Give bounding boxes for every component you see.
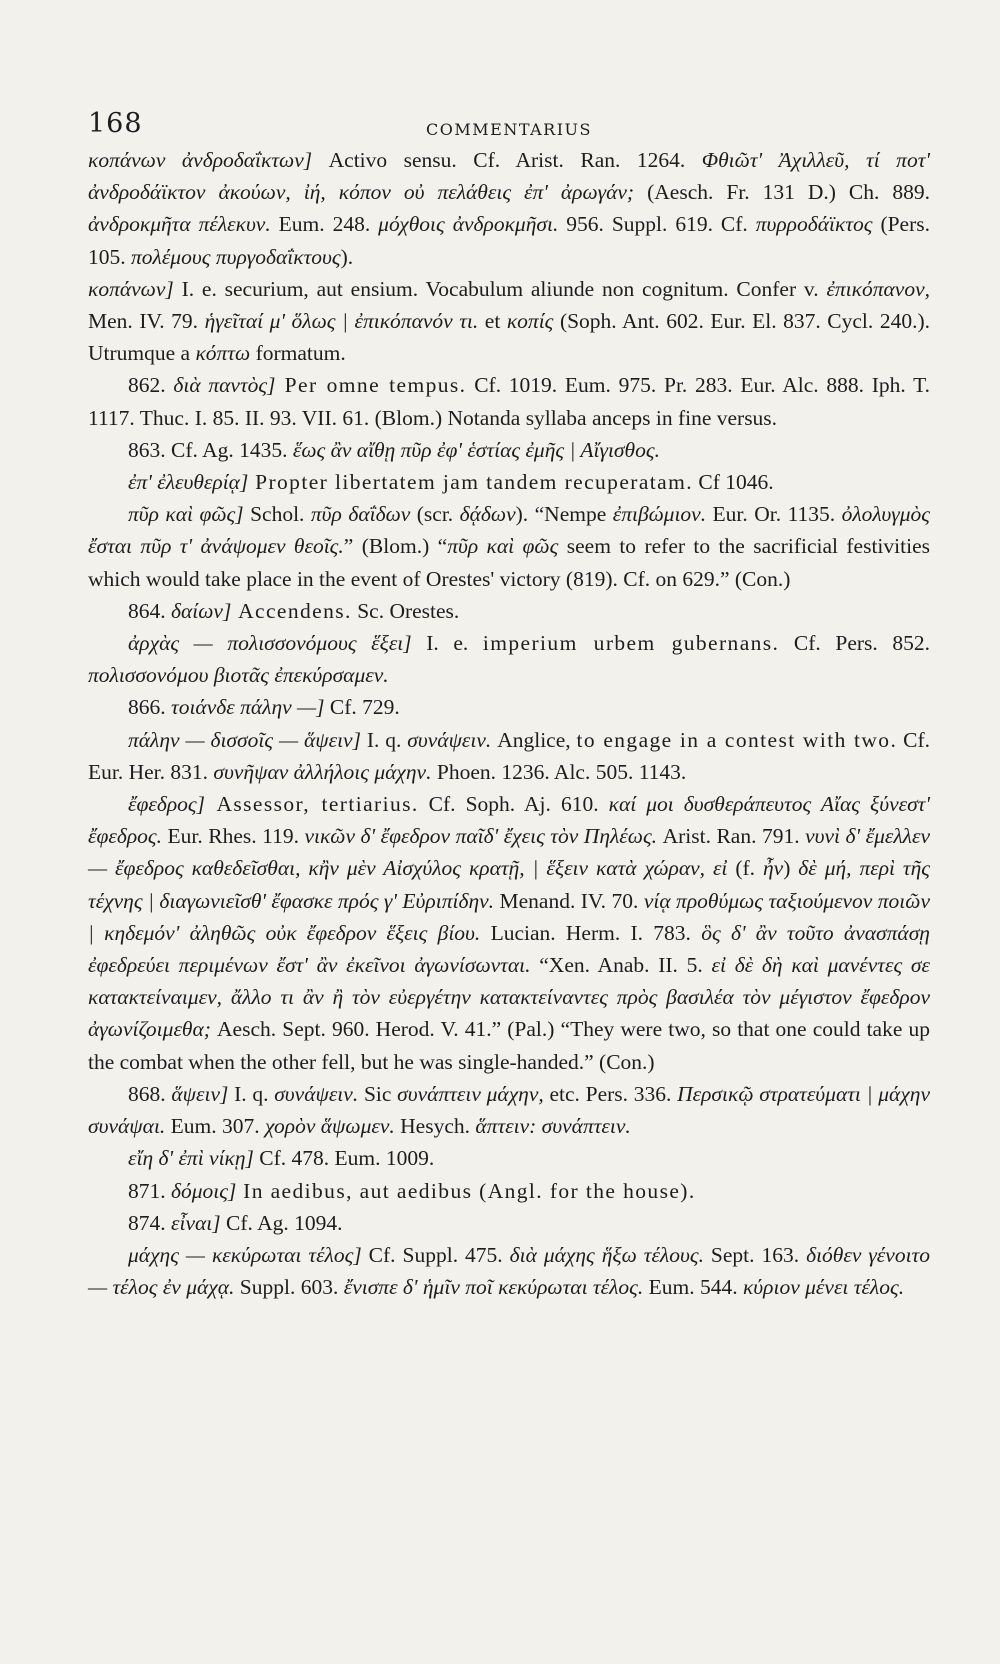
commentary-text: Anglice,	[491, 727, 577, 752]
commentary-text: )	[783, 856, 799, 881]
greek-quotation: ὀλολυγμὸς ἔσται πῦρ τ' ἀνάψομεν θεοῖς.	[88, 502, 930, 559]
commentary-text: 868.	[128, 1081, 172, 1106]
greek-quotation: ἅπτειν: συνάπτειν.	[475, 1114, 631, 1139]
commentary-text: Phoen. 1236. Alc. 505. 1143.	[431, 759, 687, 784]
greek-quotation: κόπτω	[195, 341, 251, 366]
commentary-text: 871.	[128, 1178, 171, 1203]
commentary-text: Eum. 544.	[643, 1275, 743, 1300]
greek-quotation: δὲ μή, περὶ τῆς τέχνης | διαγωνιεῖσθ' ἔφασκε πρός γ' Εὐριπίδην.	[88, 856, 931, 913]
greek-quotation: δᾴδων	[459, 502, 516, 527]
greek-quotation: εἴη δ' ἐπὶ νίκῃ]	[128, 1146, 254, 1171]
commentary-text: I. q.	[360, 727, 408, 752]
commentary-text: Cf. Soph. Aj. 610.	[418, 792, 609, 817]
commentary-text: Men. IV. 79.	[88, 309, 205, 334]
greek-quotation: ἐπιβώμιον.	[612, 502, 707, 527]
greek-quotation: πῦρ καὶ φῶς	[447, 534, 559, 559]
commentary-text: Accendens.	[231, 598, 352, 623]
commentary-text: I. e. securium, aut ensium. Vocabulum aliunde non cognitum. Confer v.	[173, 276, 827, 301]
page-number: 168	[88, 108, 143, 139]
commentary-paragraph	[88, 788, 930, 1078]
greek-quotation: μάχης — κεκύρωται τέλος]	[128, 1242, 362, 1267]
greek-quotation: τοιάνδε πάλην —]	[171, 695, 325, 720]
greek-quotation: κύριον μένει τέλος.	[742, 1275, 905, 1300]
commentary-paragraph	[88, 466, 930, 498]
greek-quotation: δαίων]	[171, 598, 232, 623]
commentary-paragraph	[88, 434, 930, 466]
commentary-text: Menand. IV. 70.	[494, 888, 644, 913]
commentary-text: 866.	[128, 695, 171, 720]
greek-quotation: μόχθοις ἀνδροκμῆσι.	[378, 212, 559, 237]
commentary-text: Cf. Ag. 1094.	[220, 1210, 343, 1235]
commentary-text: Lucian. Herm. I. 783.	[480, 920, 702, 945]
commentary-text: Cf. Pers. 852.	[779, 631, 931, 656]
commentary-text: imperium urbem gubernans.	[482, 631, 780, 656]
greek-quotation: δόμοις]	[171, 1178, 237, 1203]
greek-quotation: ἀρχὰς — πολισσονόμους ἕξει]	[128, 631, 412, 656]
greek-quotation: πολισσονόμου βιοτᾶς ἐπεκύρσαμεν.	[88, 663, 389, 688]
commentary-paragraph	[88, 691, 930, 723]
commentary-text: 863. Cf. Ag. 1435.	[128, 437, 293, 462]
commentary-text: ).	[340, 244, 354, 269]
commentary-text: Cf 1046.	[692, 470, 774, 495]
greek-quotation: νίᾳ προθύμως ταξιούμενον ποιῶν | κηδεμόν' ἀληθῶς οὐκ ἔφεδρον ἕξεις βίου.	[88, 888, 930, 945]
greek-quotation: ἀνδροκμῆτα πέλεκυν.	[88, 212, 271, 237]
commentary-paragraph	[88, 369, 930, 433]
commentary-text: to engage in a contest with two.	[576, 727, 898, 752]
commentary-text: Sc. Orestes.	[351, 598, 460, 623]
commentary-text: etc. Pers. 336.	[543, 1081, 678, 1106]
commentary-text: “Xen. Anab. II. 5.	[530, 953, 712, 978]
commentary-text: (f.	[727, 856, 763, 881]
commentary-text: In aedibus, aut aedibus (Angl. for the house).	[236, 1178, 696, 1203]
commentary-paragraph	[88, 1239, 930, 1303]
commentary-paragraph	[88, 273, 930, 370]
greek-quotation: ἐπ' ἐλευθερίᾳ]	[128, 470, 249, 495]
greek-quotation: ἕως ἂν αἴθῃ πῦρ ἐφ' ἑστίας ἐμῆς | Αἴγισθος.	[292, 437, 660, 462]
greek-quotation: εἰ δὲ δὴ καὶ μανέντες σε κατακτείναιμεν, ἄλλο τι ἂν ἢ τὸν εὐεργέτην κατακτείναντες πρὸς βασιλέα τὸν μέγιστον ἔφεδρον ἀγωνίζοιμεθα;	[88, 953, 930, 1042]
commentary-text: Hesych.	[394, 1114, 476, 1139]
greek-quotation: εἶναι]	[171, 1210, 221, 1235]
commentary-text: Activo sensu. Cf. Arist. Ran. 1264.	[312, 148, 702, 172]
greek-quotation: συνάπτειν μάχην,	[397, 1081, 544, 1106]
commentary-text: Per omne tempus.	[275, 373, 467, 398]
commentary-paragraph	[88, 498, 930, 595]
greek-quotation: νικῶν δ' ἔφεδρον παῖδ' ἔχεις τὸν Πηλέως.	[304, 824, 658, 849]
commentary-text: (Aesch. Fr. 131 D.) Ch. 889.	[634, 180, 930, 205]
commentary-text: Arist. Ran. 791.	[657, 824, 806, 849]
commentary-paragraph	[88, 627, 930, 691]
commentary-paragraph	[88, 144, 930, 273]
greek-quotation: πάλην — δισσοῖς — ἅψειν]	[128, 727, 361, 752]
commentary-text: Suppl. 603.	[234, 1275, 344, 1300]
commentary-text: (Soph. Ant. 602. Eur. El. 837. Cycl. 240.). Utrumque a	[88, 309, 930, 366]
greek-quotation: ἔφεδρος]	[128, 792, 205, 817]
page-header	[88, 108, 930, 148]
greek-quotation: κοπίς	[506, 309, 554, 334]
greek-quotation: πῦρ δαΐδων	[310, 502, 411, 527]
commentary-text: Schol.	[243, 502, 311, 527]
greek-quotation: διὰ παντὸς]	[173, 373, 276, 398]
greek-quotation: ἐπικόπανον,	[826, 276, 930, 301]
running-head: COMMENTARIUS	[426, 120, 592, 139]
commentary-text: Eum. 307.	[165, 1114, 266, 1139]
commentary-text: ” (Blom.) “	[343, 534, 448, 559]
commentary-text: Eur. Or. 1135.	[706, 502, 842, 527]
commentary-text: Propter libertatem jam tandem recuperatam.	[248, 470, 693, 495]
greek-quotation: συνῆψαν ἀλλήλοις μάχην.	[213, 759, 432, 784]
greek-quotation: ἔνισπε δ' ἡμῖν ποῖ κεκύρωται τέλος.	[343, 1275, 644, 1300]
greek-quotation: ἅψειν]	[171, 1081, 229, 1106]
commentary-paragraph	[88, 724, 930, 788]
greek-quotation: πυρροδάϊκτος	[755, 212, 873, 237]
commentary-body	[88, 144, 930, 1303]
commentary-text: I. e.	[411, 631, 483, 656]
commentary-text: Assessor, tertiarius.	[205, 792, 419, 817]
commentary-text: Cf. 478. Eum. 1009.	[253, 1146, 435, 1171]
greek-quotation: πολέμους πυργοδαΐκτους	[131, 244, 341, 269]
commentary-paragraph	[88, 595, 930, 627]
commentary-paragraph	[88, 1175, 930, 1207]
commentary-text: 874.	[128, 1210, 171, 1235]
commentary-paragraph	[88, 1207, 930, 1239]
commentary-paragraph	[88, 1142, 930, 1174]
commentary-text: (Pers. 105.	[88, 212, 931, 269]
commentary-text: et	[478, 309, 507, 334]
commentary-text: ). “Nempe	[515, 502, 613, 527]
greek-quotation: Φθιῶτ' Ἀχιλλεῦ, τί ποτ' ἀνδροδάϊκτον ἀκούων, ἰή, κόπον οὐ πελάθεις ἐπ' ἀρωγάν;	[88, 148, 930, 205]
commentary-text: 862.	[128, 373, 174, 398]
commentary-text: Cf. Eur. Her. 831.	[88, 727, 930, 784]
greek-quotation: κοπάνων]	[88, 276, 174, 301]
greek-quotation: ἦν	[762, 856, 784, 881]
greek-quotation: ὃς δ' ἂν τοῦτο ἀνασπάσῃ ἐφεδρεύει περιμένων ἔστ' ἂν ἐκεῖνοι ἀγωνίσωνται.	[88, 920, 930, 978]
greek-quotation: κοπάνων ἀνδροδαΐκτων]	[88, 148, 313, 172]
commentary-text: Cf. Suppl. 475.	[361, 1242, 510, 1267]
greek-quotation: νυνὶ δ' ἔμελλεν — ἔφεδρος καθεδεῖσθαι, κἢν μὲν Αἰσχύλος κρατῇ, | ἕξειν κατὰ χώραν, εἰ	[88, 824, 930, 881]
commentary-text: Aesch. Sept. 960. Herod. V. 41.” (Pal.) “They were two, so that one could take up the combat when the other fell, but he was single-handed.” (Con.)	[88, 1017, 930, 1074]
greek-quotation: συνάψειν.	[274, 1081, 359, 1106]
commentary-text: 864.	[128, 598, 171, 623]
greek-quotation: πῦρ καὶ φῶς]	[128, 502, 244, 527]
commentary-text: Eum. 248.	[270, 212, 379, 237]
commentary-paragraph	[88, 1078, 930, 1142]
commentary-text: Cf. 1019. Eum. 975. Pr. 283. Eur. Alc. 888. Iph. T. 1117. Thuc. I. 85. II. 93. VII. 61. (Blom.) Notanda syllaba anceps in fine versus.	[88, 373, 931, 430]
greek-quotation: ἡγεῖταί μ' ὅλως | ἐπικόπανόν τι.	[204, 309, 479, 334]
greek-quotation: διὰ μάχης ἥξω τέλους.	[509, 1242, 704, 1267]
greek-quotation: χορὸν ἅψωμεν.	[265, 1114, 395, 1139]
greek-quotation: διόθεν γένοιτο — τέλος ἐν μάχᾳ.	[88, 1242, 930, 1300]
greek-quotation: Περσικῷ στρατεύματι | μάχην συνάψαι.	[88, 1081, 931, 1139]
commentary-text: I. q.	[228, 1081, 275, 1106]
commentary-text: seem to refer to the sacrificial festivities which would take place in the event of Orestes' victory (819). Cf. on 629.” (Con.)	[88, 534, 930, 591]
commentary-text: Cf. 729.	[324, 695, 400, 720]
commentary-text: Sept. 163.	[703, 1242, 807, 1267]
commentary-text: Sic	[358, 1081, 398, 1106]
commentary-text: (scr.	[410, 502, 460, 527]
commentary-text: 956. Suppl. 619. Cf.	[558, 212, 756, 237]
greek-quotation: καί μοι δυσθεράπευτος Αἴας ξύνεστ' ἔφεδρος.	[88, 792, 930, 849]
commentary-text: Eur. Rhes. 119.	[162, 824, 305, 849]
greek-quotation: συνάψειν.	[407, 727, 492, 752]
commentary-text: formatum.	[250, 341, 346, 366]
